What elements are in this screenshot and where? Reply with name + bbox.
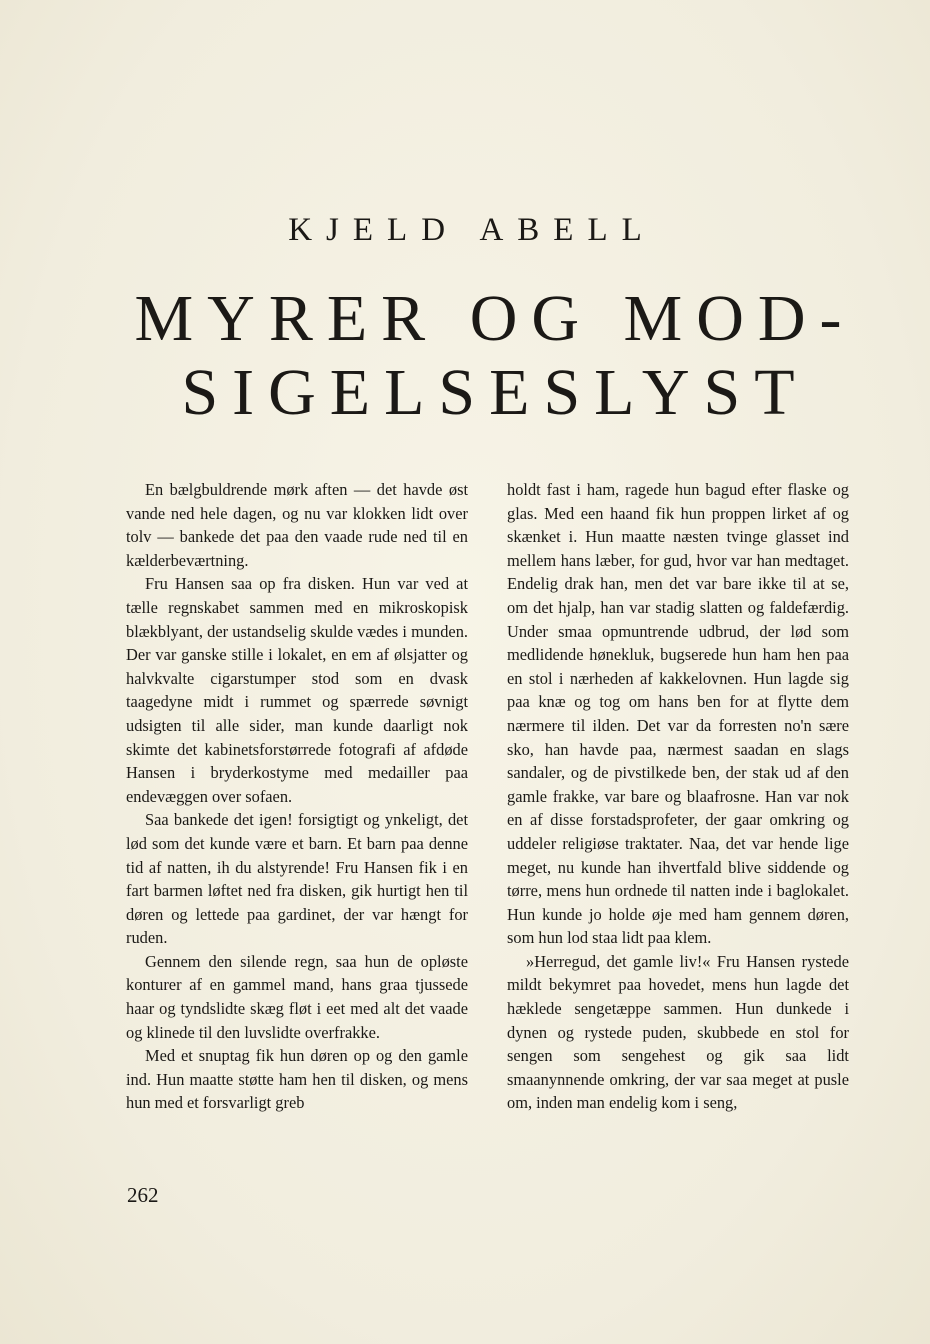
- story-title: [0, 282, 930, 430]
- paragraph: holdt fast i ham, ragede hun bagud efter flaske og glas. Med een haand fik hun proppen lirket af og skænket i. Hun maatte næsten tvinge glasset ind mellem hans læber, for gud, hvor var han medtaget. Endelig drak han, men det var bare ikke til at se, om det hjalp, han var stadig slatten og faldefærdig. Under smaa opmuntrende udbrud, der lød som medlidende hønekluk, bugserede hun ham hen paa en stol i nærheden af kakkelovnen. Hun lagde sig paa knæ og tog om hans ben for at flytte dem nærmere til ilden. Det var da forresten no'n sære sko, han havde paa, nærmest saadan en slags sandaler, og de pivstilkede ben, der stak ud af den gamle frakke, var bare og blaafrosne. Han var nok en af disse forstadsprofeter, der gaar omkring og uddeler religiøse traktater. Naa, det var hende lige meget, nu kunde han ihvertfald blive siddende og tørre, mens hun ordnede til natten inde i baglokalet. Hun kunde jo holde øje med ham gennem døren, som hun lod staa lidt paa klem.: [507, 480, 849, 948]
- left-column: [126, 478, 468, 1115]
- paragraph: Saa bankede det igen! forsigtigt og ynkeligt, det lød som det kunde være et barn. Et barn paa denne tid af natten, ih du alstyrende! Fru Hansen fik i en fart barmen løftet ned fra disken, gik hurtigt hen til døren og lettede paa gardinet, der var hængt for ruden.: [126, 810, 468, 948]
- right-column: [507, 478, 849, 1115]
- paragraph: Med et snuptag fik hun døren op og den gamle ind. Hun maatte støtte ham hen til disken, og mens hun med et forsvarligt greb: [126, 1046, 468, 1113]
- page-number: 262: [127, 1183, 159, 1207]
- paragraph: En bælgbuldrende mørk aften — det havde øst vande ned hele dagen, og nu var klokken lidt over tolv — bankede det paa den vaade rude ned til en kælderbeværtning.: [126, 480, 468, 570]
- paragraph: Fru Hansen saa op fra disken. Hun var ved at tælle regnskabet sammen med en mikroskopisk blækblyant, der ustandselig skulde vædes i munden. Der var ganske stille i lokalet, en em af ølsjatter og halvkvalte cigarstumper stod som en dvask taagedyne midt i rummet og spærrede søvnigt udsigten til alle sider, man kunde daarligt nok skimte det kabinetsforstørrede fotografi af afdøde Hansen i bryderkostyme med medailler paa endevæggen over sofaen.: [126, 574, 468, 806]
- author-name: KJELD ABELL: [288, 212, 656, 248]
- paragraph: »Herregud, det gamle liv!« Fru Hansen rystede mildt bekymret paa hovedet, mens hun lagde det hæklede sengetæppe sammen. Hun dunkede i dynen og rystede puden, skubbede en stol for sengen som sengehest og gik saa lidt smaanynnende omkring, der var saa meget at pusle om, inden man endelig kom i seng,: [507, 951, 849, 1113]
- title-line-1: MYRER OG MOD-: [134, 282, 856, 355]
- paragraph: Gennem den silende regn, saa hun de opløste konturer af en gammel mand, hans graa tjussede haar og tyndslidte skæg fløt i eet med alt det vaade og klinede til den luvslidte overfrakke.: [126, 951, 468, 1042]
- title-line-2: SIGELSESLYST: [181, 356, 809, 429]
